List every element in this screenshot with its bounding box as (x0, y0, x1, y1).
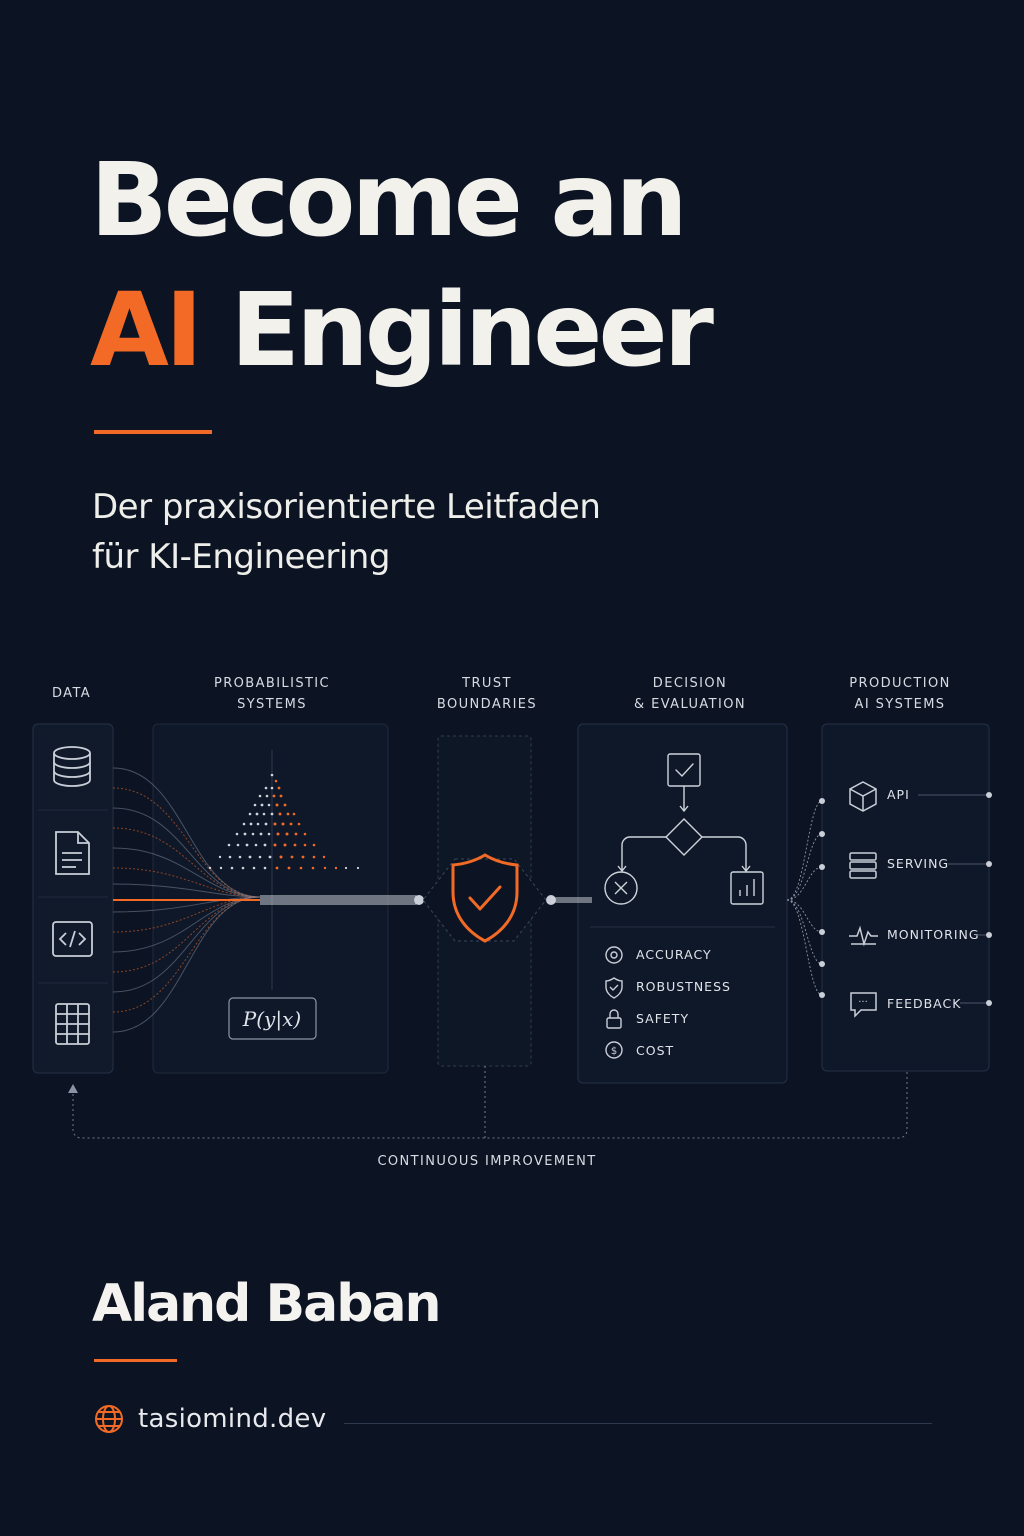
output-api: API (887, 787, 910, 802)
stage-label-trust-2: BOUNDARIES (436, 697, 538, 712)
title-line-2 (90, 271, 710, 390)
output-serving: SERVING (887, 856, 950, 871)
website[interactable] (94, 1404, 326, 1434)
stage-label-production-2: AI SYSTEMS (854, 697, 946, 712)
stage-label-decision-1: DECISION (652, 676, 728, 691)
stage-label-production-1: PRODUCTION (849, 676, 951, 691)
fanout-lines (787, 801, 822, 995)
author-accent-rule (94, 1359, 177, 1362)
stage-label-trust-1: TRUST (462, 676, 512, 691)
stage-label-probabilistic-2: SYSTEMS (237, 697, 307, 712)
title-accent-rule (94, 430, 212, 434)
chat-icon-dots: ··· (858, 997, 868, 1008)
metric-safety: SAFETY (636, 1011, 690, 1026)
stage-label-data: DATA (52, 686, 92, 701)
pipeline-diagram (0, 660, 1024, 1180)
website-url[interactable]: tasiomind.dev (138, 1404, 327, 1434)
title-accent: AI (90, 271, 199, 390)
loop-label: CONTINUOUS IMPROVEMENT (377, 1154, 597, 1169)
stage-label-probabilistic-1: PROBABILISTIC (213, 676, 331, 691)
dollar-icon-glyph: $ (610, 1046, 618, 1057)
loop-arrow-head (68, 1084, 78, 1093)
formula-text: P(y|x) (242, 1007, 302, 1031)
subtitle (92, 482, 600, 582)
metric-robustness: ROBUSTNESS (636, 979, 731, 994)
subtitle-line-1: Der praxisorientierte Leitfaden (92, 487, 601, 527)
globe-icon (94, 1404, 124, 1434)
metric-accuracy: ACCURACY (636, 947, 712, 962)
trust-input-node (414, 895, 424, 905)
title-rest: Engineer (198, 271, 710, 390)
metric-cost: COST (636, 1043, 675, 1058)
title-line-1: Become an (90, 141, 684, 260)
output-feedback: FEEDBACK (887, 996, 962, 1011)
footer-divider (344, 1423, 932, 1424)
production-panel (822, 724, 989, 1071)
output-monitoring: MONITORING (887, 927, 980, 942)
subtitle-line-2: für KI-Engineering (92, 537, 390, 577)
stage-label-decision-2: & EVALUATION (634, 697, 746, 712)
author-name: Aland Baban (92, 1274, 440, 1334)
